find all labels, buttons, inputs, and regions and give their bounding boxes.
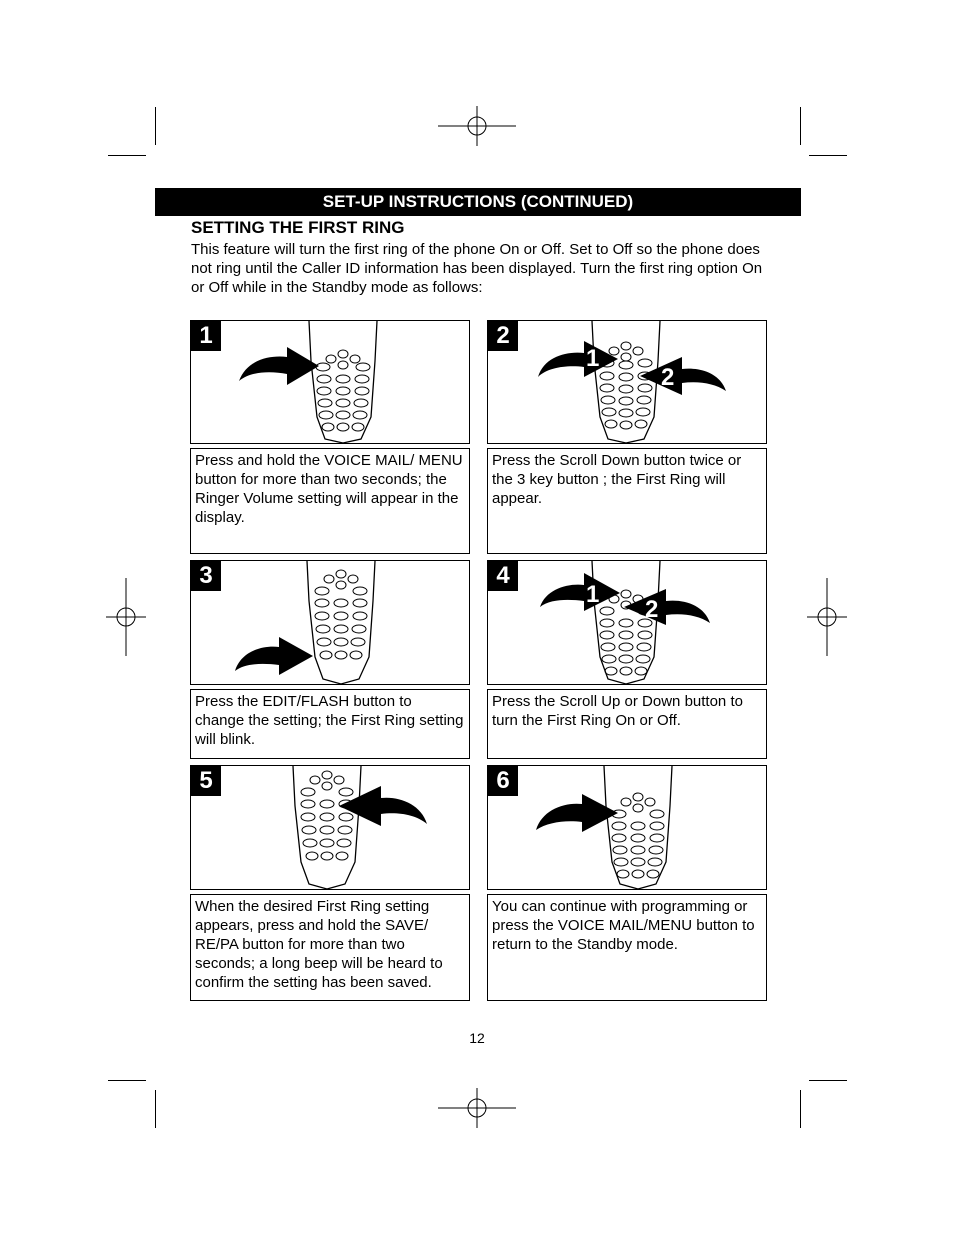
step-6-caption: You can continue with programming or press the VOICE MAIL/MENU button to return to the Standby mode. bbox=[487, 894, 767, 1001]
phone-keypad-icon bbox=[191, 766, 470, 890]
crop-mark bbox=[800, 107, 801, 145]
step-2-illustration bbox=[487, 320, 767, 444]
step-1-illustration bbox=[190, 320, 470, 444]
arrow-icon bbox=[339, 786, 427, 826]
phone-keypad-icon bbox=[191, 321, 470, 444]
arrow-icon bbox=[540, 573, 620, 611]
step-number: 2 bbox=[488, 321, 518, 351]
page-number: 12 bbox=[469, 1030, 485, 1046]
step-4-caption: Press the Scroll Up or Down button to turn the First Ring On or Off. bbox=[487, 689, 767, 759]
step-2-caption: Press the Scroll Down button twice or the 3 key button ; the First Ring will appear. bbox=[487, 448, 767, 554]
registration-mark-icon bbox=[106, 578, 146, 656]
registration-mark-icon bbox=[438, 1088, 516, 1128]
crop-mark bbox=[809, 1080, 847, 1081]
arrow-label: 1 bbox=[586, 345, 600, 372]
arrow-label: 1 bbox=[586, 581, 600, 608]
step-number: 6 bbox=[488, 766, 518, 796]
step-number: 1 bbox=[191, 321, 221, 351]
phone-keypad-icon bbox=[191, 561, 470, 685]
arrow-label: 2 bbox=[661, 364, 675, 391]
crop-mark bbox=[800, 1090, 801, 1128]
step-number: 4 bbox=[488, 561, 518, 591]
step-6-illustration bbox=[487, 765, 767, 890]
section-header-bar: SET-UP INSTRUCTIONS (CONTINUED) bbox=[155, 188, 801, 216]
arrow-icon bbox=[235, 637, 313, 675]
crop-mark bbox=[809, 155, 847, 156]
phone-keypad-icon bbox=[488, 561, 767, 685]
crop-mark bbox=[108, 155, 146, 156]
registration-mark-icon bbox=[438, 106, 516, 146]
crop-mark bbox=[155, 107, 156, 145]
registration-mark-icon bbox=[807, 578, 847, 656]
arrow-icon bbox=[239, 347, 319, 385]
intro-paragraph: This feature will turn the first ring of the phone On or Off. Set to Off so the phone does not ring until the Caller ID information has been displayed. Turn the first ring option On or Off while in the Standby mode as follows: bbox=[191, 241, 763, 296]
step-4-illustration bbox=[487, 560, 767, 685]
phone-keypad-icon bbox=[488, 766, 767, 890]
section-title: SETTING THE FIRST RING bbox=[191, 218, 405, 237]
step-1-caption: Press and hold the VOICE MAIL/ MENU button for more than two seconds; the Ringer Volume setting will appear in the display. bbox=[190, 448, 470, 554]
step-3-caption: Press the EDIT/FLASH button to change the setting; the First Ring setting will blink. bbox=[190, 689, 470, 759]
step-number: 5 bbox=[191, 766, 221, 796]
step-3-illustration bbox=[190, 560, 470, 685]
step-number: 3 bbox=[191, 561, 221, 591]
step-5-illustration bbox=[190, 765, 470, 890]
crop-mark bbox=[108, 1080, 146, 1081]
arrow-label: 2 bbox=[645, 596, 659, 623]
crop-mark bbox=[155, 1090, 156, 1128]
arrow-icon bbox=[624, 589, 710, 625]
phone-keypad-icon bbox=[488, 321, 767, 444]
step-5-caption: When the desired First Ring setting appears, press and hold the SAVE/ RE/PA button for more than two seconds; a long beep will be heard to confirm the setting has been saved. bbox=[190, 894, 470, 1001]
arrow-icon bbox=[640, 357, 726, 395]
